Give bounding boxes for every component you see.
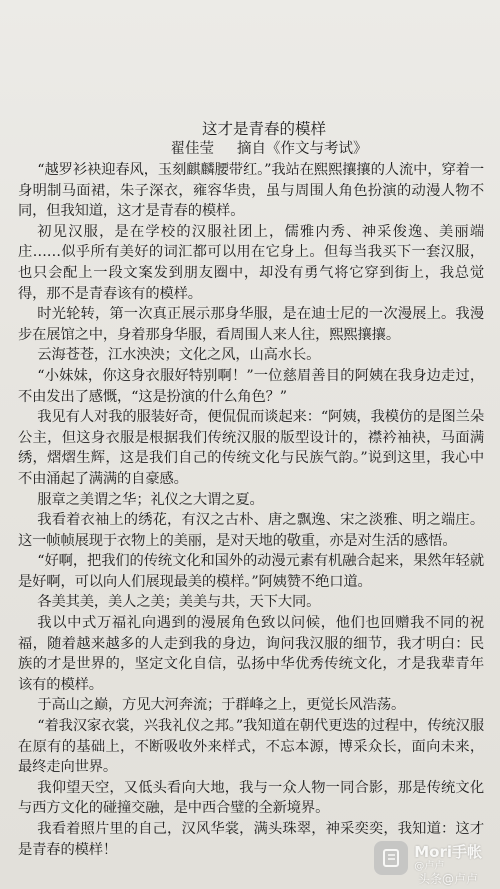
article-paragraph: 我见有人对我的服装好奇，便侃侃而谈起来：“阿姨，我模仿的是图兰朵公主，但这身衣服是根据我们传统汉服的版型设计的，襟衿袖袂，马面满绣，熠熠生辉，这是我们自己的传统文化与民族气韵。”说到这里，我心中不由涌起了满满的自豪感。: [18, 409, 484, 487]
article-paragraph: 各美其美，美人之美；美美与共，天下大同。: [37, 594, 321, 611]
watermark-text: [414, 844, 482, 873]
article: [18, 120, 484, 860]
source-watermark: 头条@卢卢: [417, 872, 478, 886]
article-paragraph: 云海苍苍，江水泱泱；文化之风，山高水长。: [37, 347, 321, 364]
article-paragraph: 初见汉服，是在学校的汉服社团上，儒雅内秀、神采俊逸、美丽端庄……似乎所有美好的词汇都可以用在它身上。但每当我买下一套汉服，也只会配上一段文案发到朋友圈中，却没有勇气将它穿到街上，我总觉得，那不是青春该有的模样。: [18, 223, 484, 302]
article-title: 这才是青春的模样: [201, 120, 326, 138]
article-paragraph: 我看着照片里的自己，汉风华裳，满头珠翠，神采奕奕，我知道：这才是青春的模样！: [18, 821, 484, 858]
article-body: [18, 160, 484, 860]
article-paragraph: 我以中式万福礼向遇到的漫展角色致以问候，他们也回赠我不同的祝福，随着越来越多的人走到我的身边，询问我汉服的细节，我才明白：民族的才是世界的，坚定文化自信，弘扬中华优秀传统文化，才是我辈青年该有的模样。: [18, 615, 484, 693]
article-paragraph: “越罗衫袂迎春风，玉刻麒麟腰带红。”我站在熙熙攘攘的人流中，穿着一身明制马面裙，朱子深衣，雍容华贵，虽与周围人角色扮演的动漫人物不同，但我知道，这才是青春的模样。: [18, 162, 484, 220]
notebook-logo-icon: [374, 841, 408, 875]
article-paragraph: “好啊，把我们的传统文化和国外的动漫元素有机融合起来，果然年轻就是好啊，可以向人们展现最美的模样。”阿姨赞不绝口道。: [18, 553, 484, 590]
watermark-handle: @卢卢: [414, 860, 445, 872]
article-paragraph: 时光轮转，第一次真正展示那身华服，是在迪士尼的一次漫展上。我漫步在展馆之中，身着那身华服，看周围人来人往，熙熙攘攘。: [18, 306, 484, 343]
article-paragraph: 于高山之巅，方见大河奔流；于群峰之上，更觉长风浩荡。: [37, 697, 406, 714]
article-paragraph: “小妹妹，你这身衣服好特别啊！”一位慈眉善目的阿姨在我身边走过，不由发出了感慨，“这是扮演的什么角色？”: [18, 367, 484, 405]
article-paragraph: 服章之美谓之华；礼仪之大谓之夏。: [37, 491, 264, 508]
article-byline: 翟佳莹 摘自《作文与考试》: [170, 141, 368, 157]
article-paragraph: “着我汉家衣裳，兴我礼仪之邦。”我知道在朝代更迭的过程中，传统汉服在原有的基础上，不断吸收外来样式，不忘本源，博采众长，面向未来，最终走向世界。: [18, 718, 484, 776]
article-paragraph: 我仰望天空，又低头看向大地，我与一众人物一同合影，那是传统文化与西方文化的碰撞交融，是中西合璧的全新境界。: [18, 779, 484, 817]
article-paragraph: 我看着衣袖上的绣花，有汉之古朴、唐之飘逸、宋之淡雅、明之端庄。这一帧帧展现于衣物上的美丽，是对天地的敬重，亦是对生活的感悟。: [18, 512, 484, 549]
watermark-name: Mori手帐: [414, 842, 482, 861]
